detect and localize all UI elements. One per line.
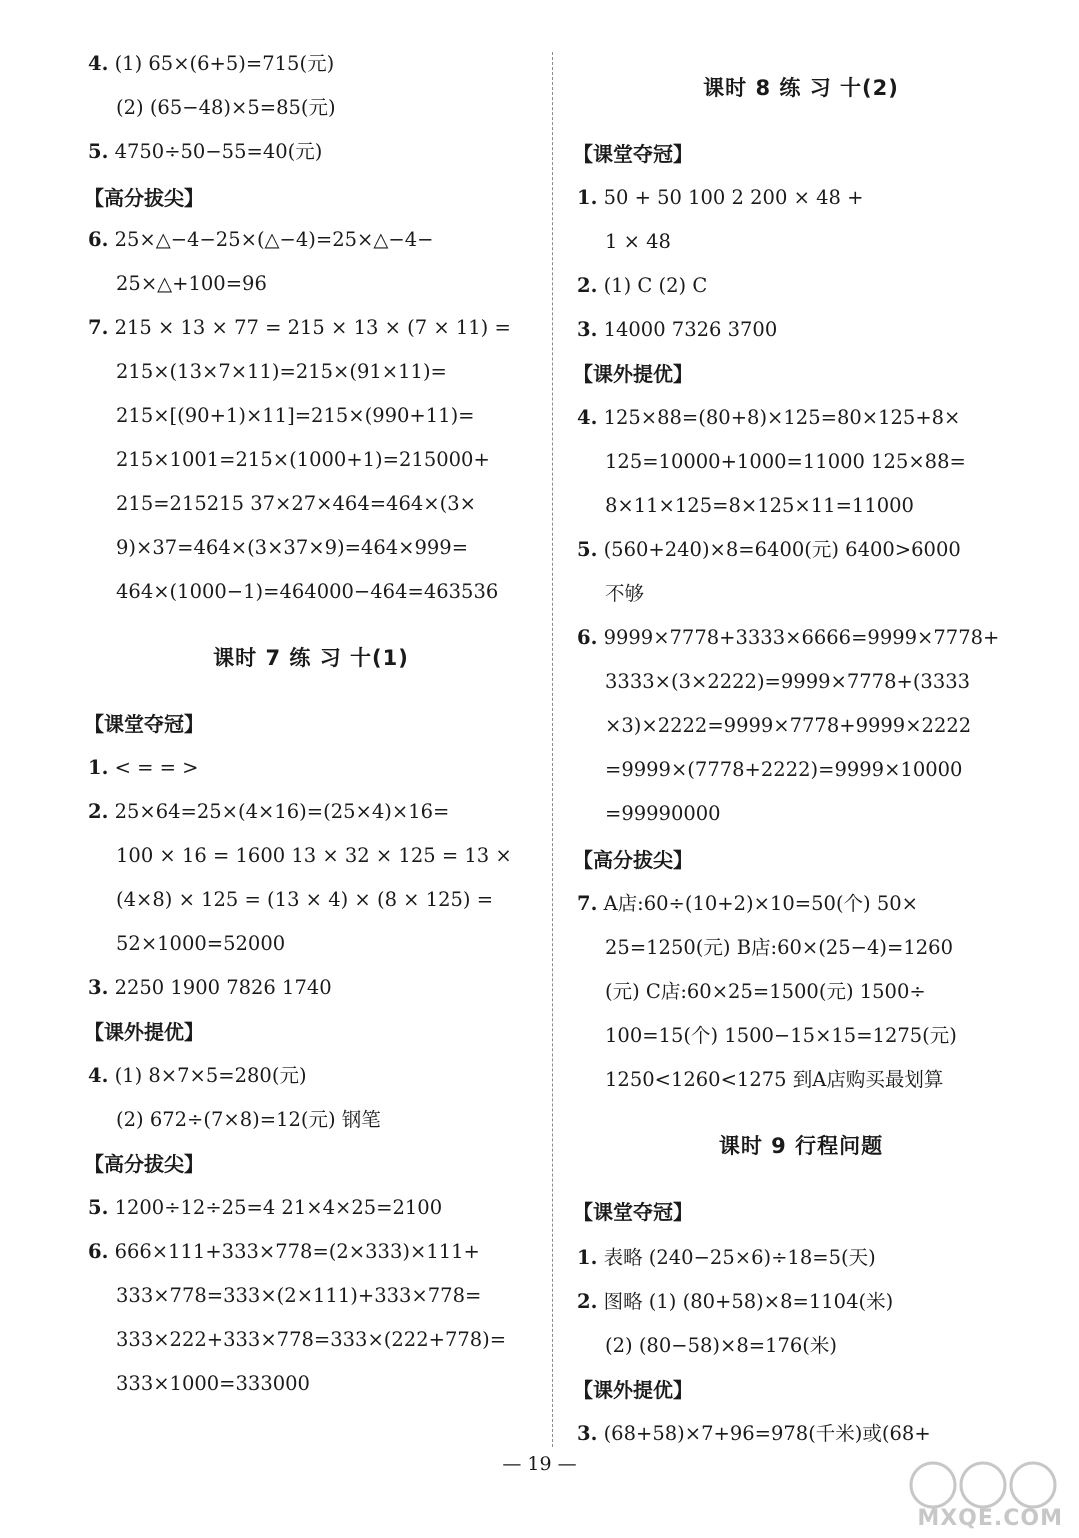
answer-continuation xyxy=(88,96,336,120)
answer-text: 3333×(3×2222)=9999×7778+(3333 xyxy=(605,670,971,693)
answer-text: 9999×7778+3333×6666=9999×7778+ xyxy=(603,626,1000,649)
answer-continuation xyxy=(88,536,468,560)
answer-continuation xyxy=(577,1024,957,1048)
watermark-text: MXQE.COM xyxy=(917,1506,1063,1531)
answer-text: ×3)×2222=9999×7778+9999×2222 xyxy=(605,714,972,737)
answer-text: 1250<1260<1275 到A店购买最划算 xyxy=(605,1068,944,1091)
lesson-title: 课时 9 行程问题 xyxy=(718,1134,884,1158)
answer-text: (2) 672÷(7×8)=12(元) 钢笔 xyxy=(116,1108,381,1131)
answer-text: 8×11×125=8×125×11=11000 xyxy=(605,494,914,517)
question-number: 1. xyxy=(577,1246,598,1269)
answer-continuation xyxy=(577,714,971,738)
section-heading: 【课堂夺冠】 xyxy=(573,1200,693,1224)
question-number: 4. xyxy=(88,1064,109,1087)
answer-text: < = = > xyxy=(114,756,199,779)
answer-continuation xyxy=(577,936,953,960)
question-number: 1. xyxy=(577,186,598,209)
answer-continuation xyxy=(88,1372,310,1396)
answer-text: 25×△−4−25×(△−4)=25×△−4− xyxy=(114,228,434,251)
answer-text: (4×8) × 125 = (13 × 4) × (8 × 125) = xyxy=(116,888,494,911)
question-number: 3. xyxy=(577,1422,598,1445)
question-number: 4. xyxy=(88,52,109,75)
answer-text: (1) C (2) C xyxy=(603,274,708,297)
section-heading: 【高分拔尖】 xyxy=(84,186,204,210)
answer-line xyxy=(88,316,511,340)
section-heading: 【课外提优】 xyxy=(573,1378,693,1402)
question-number: 3. xyxy=(577,318,598,341)
question-number: 6. xyxy=(88,1240,109,1263)
answer-continuation xyxy=(577,980,926,1004)
answer-text: 50 + 50 100 2 200 × 48 + xyxy=(603,186,864,209)
answer-text: 表略 (240−25×6)÷18=5(天) xyxy=(603,1246,876,1269)
section-heading: 【课堂夺冠】 xyxy=(573,142,693,166)
answer-text: 14000 7326 3700 xyxy=(603,318,778,341)
section-heading: 【课外提优】 xyxy=(84,1020,204,1044)
answer-line xyxy=(88,52,334,76)
answer-text: 100=15(个) 1500−15×15=1275(元) xyxy=(605,1024,957,1047)
watermark-logo xyxy=(905,1455,1065,1533)
answer-line xyxy=(577,318,777,342)
answer-continuation xyxy=(88,492,476,516)
answer-line xyxy=(88,976,332,1000)
answer-line xyxy=(577,1246,876,1270)
question-number: 6. xyxy=(88,228,109,251)
question-number: 3. xyxy=(88,976,109,999)
answer-continuation xyxy=(88,1328,506,1352)
answer-text: 464×(1000−1)=464000−464=463536 xyxy=(116,580,499,603)
answer-continuation xyxy=(577,758,962,782)
answer-line xyxy=(88,1240,480,1264)
answer-line xyxy=(577,406,960,430)
answer-text: 不够 xyxy=(605,582,645,605)
question-number: 5. xyxy=(88,140,109,163)
answer-text: (560+240)×8=6400(元) 6400>6000 xyxy=(603,538,961,561)
answer-text: 图略 (1) (80+58)×8=1104(米) xyxy=(603,1290,894,1313)
answer-line xyxy=(88,140,322,164)
answer-continuation xyxy=(577,582,644,606)
answer-text: 25×64=25×(4×16)=(25×4)×16= xyxy=(114,800,450,823)
answer-continuation xyxy=(88,1108,381,1132)
question-number: 5. xyxy=(88,1196,109,1219)
answer-text: 215×(13×7×11)=215×(91×11)= xyxy=(116,360,447,383)
question-number: 5. xyxy=(577,538,598,561)
answer-text: 333×222+333×778=333×(222+778)= xyxy=(116,1328,507,1351)
question-number: 1. xyxy=(88,756,109,779)
answer-text: =9999×(7778+2222)=9999×10000 xyxy=(605,758,963,781)
answer-text: 25×△+100=96 xyxy=(116,272,267,295)
answer-text: 333×778=333×(2×111)+333×778= xyxy=(116,1284,482,1307)
answer-line xyxy=(577,892,918,916)
answer-text: (1) 8×7×5=280(元) xyxy=(114,1064,307,1087)
answer-text: 666×111+333×778=(2×333)×111+ xyxy=(114,1240,480,1263)
answer-line xyxy=(577,274,707,298)
question-number: 7. xyxy=(88,316,109,339)
answer-text: (元) C店:60×25=1500(元) 1500÷ xyxy=(605,980,926,1003)
answer-line xyxy=(577,1290,893,1314)
answer-continuation xyxy=(88,404,475,428)
section-heading: 【课堂夺冠】 xyxy=(84,712,204,736)
section-heading: 【课外提优】 xyxy=(573,362,693,386)
answer-continuation xyxy=(577,494,914,518)
answer-line xyxy=(577,538,961,562)
question-number: 7. xyxy=(577,892,598,915)
answer-text: 215=215215 37×27×464=464×(3× xyxy=(116,492,476,515)
answer-text: =99990000 xyxy=(605,802,721,825)
answer-continuation xyxy=(88,448,490,472)
answer-text: 2250 1900 7826 1740 xyxy=(114,976,332,999)
answer-line xyxy=(577,186,863,210)
answer-line xyxy=(577,626,999,650)
answer-continuation xyxy=(577,1068,943,1092)
question-number: 2. xyxy=(88,800,109,823)
question-number: 4. xyxy=(577,406,598,429)
answer-continuation xyxy=(88,888,493,912)
answer-continuation xyxy=(88,580,498,604)
lesson-title: 课时 7 练 习 十(1) xyxy=(213,646,409,670)
answer-text: 100 × 16 = 1600 13 × 32 × 125 = 13 × xyxy=(116,844,512,867)
answer-continuation xyxy=(577,230,671,254)
answer-text: (2) (80−58)×8=176(米) xyxy=(605,1334,838,1357)
answer-line xyxy=(88,1196,442,1220)
question-number: 6. xyxy=(577,626,598,649)
answer-line xyxy=(88,1064,307,1088)
answer-text: 4750÷50−55=40(元) xyxy=(114,140,323,163)
question-number: 2. xyxy=(577,274,598,297)
answer-text: 125×88=(80+8)×125=80×125+8× xyxy=(603,406,961,429)
answer-line xyxy=(88,228,433,252)
answer-text: (2) (65−48)×5=85(元) xyxy=(116,96,336,119)
answer-text: 9)×37=464×(3×37×9)=464×999= xyxy=(116,536,469,559)
section-heading: 【高分拔尖】 xyxy=(573,848,693,872)
answer-continuation xyxy=(577,670,970,694)
answer-line xyxy=(88,800,449,824)
answer-text: 215 × 13 × 77 = 215 × 13 × (7 × 11) = xyxy=(114,316,511,339)
answer-continuation xyxy=(88,1284,481,1308)
answer-text: 215×[(90+1)×11]=215×(990+11)= xyxy=(116,404,475,427)
answer-text: 1 × 48 xyxy=(605,230,671,253)
answer-text: 215×1001=215×(1000+1)=215000+ xyxy=(116,448,490,471)
answer-text: A店:60÷(10+2)×10=50(个) 50× xyxy=(603,892,919,915)
answer-continuation xyxy=(88,360,447,384)
answer-text: 1200÷12÷25=4 21×4×25=2100 xyxy=(114,1196,443,1219)
column-divider xyxy=(552,52,553,1447)
answer-continuation xyxy=(88,844,512,868)
answer-text: (68+58)×7+96=978(千米)或(68+ xyxy=(603,1422,931,1445)
lesson-title: 课时 8 练 习 十(2) xyxy=(703,76,899,100)
answer-continuation xyxy=(577,1334,837,1358)
answer-continuation xyxy=(577,802,721,826)
answer-continuation xyxy=(88,932,285,956)
answer-text: 25=1250(元) B店:60×(25−4)=1260 xyxy=(605,936,953,959)
answer-text: 52×1000=52000 xyxy=(116,932,286,955)
question-number: 2. xyxy=(577,1290,598,1313)
answer-line xyxy=(577,1422,931,1446)
answer-text: 125=10000+1000=11000 125×88= xyxy=(605,450,966,473)
page-number: — 19 — xyxy=(502,1453,577,1475)
answer-text: 333×1000=333000 xyxy=(116,1372,310,1395)
answer-continuation xyxy=(88,272,267,296)
answer-text: (1) 65×(6+5)=715(元) xyxy=(114,52,335,75)
answer-continuation xyxy=(577,450,966,474)
section-heading: 【高分拔尖】 xyxy=(84,1152,204,1176)
answer-line xyxy=(88,756,199,780)
